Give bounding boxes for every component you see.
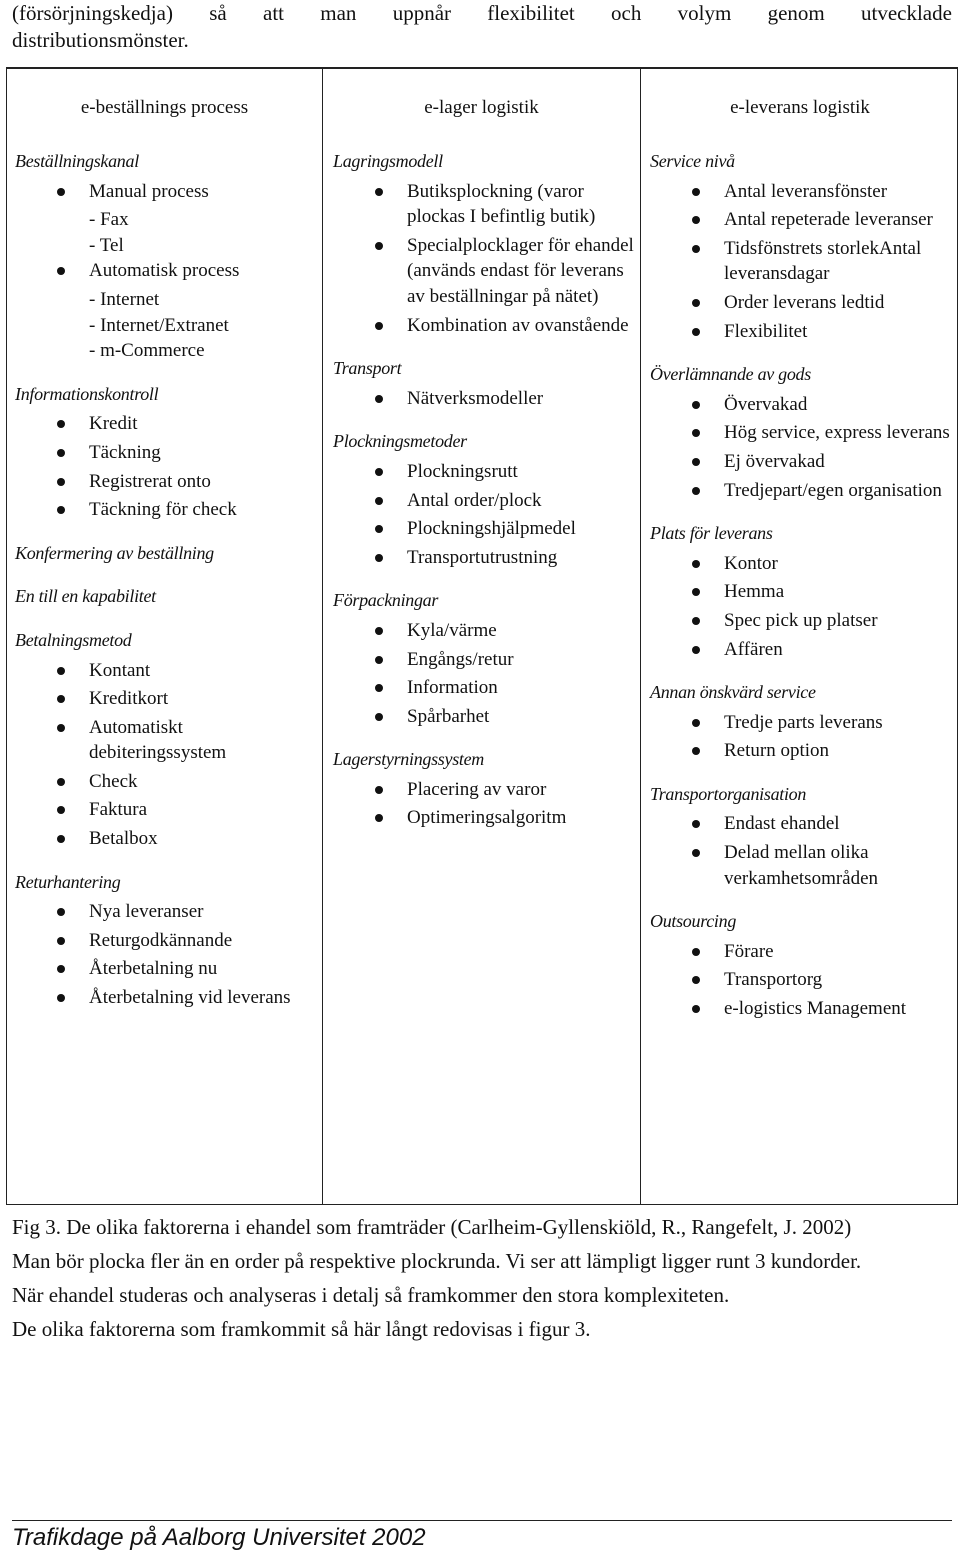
bullet-icon xyxy=(375,188,383,196)
column-body xyxy=(7,149,322,1014)
bullet-icon xyxy=(692,299,700,307)
list-item xyxy=(333,618,640,644)
bullet-icon xyxy=(692,747,700,755)
list-item-text: Automatiskt debiteringssystem xyxy=(89,716,227,764)
list-item-text: Kontant xyxy=(89,659,151,681)
list-subitem xyxy=(15,287,322,313)
bullet-icon xyxy=(692,216,700,224)
bullet-icon xyxy=(57,778,65,786)
bullet-icon xyxy=(692,328,700,336)
list-item-text: Delad mellan olika verkamhetsområden xyxy=(724,842,879,889)
column-body xyxy=(641,149,959,1025)
list-item-text: Optimeringsalgoritm xyxy=(407,807,567,829)
factor-list xyxy=(15,179,322,364)
list-item xyxy=(650,179,959,205)
list-item xyxy=(333,516,640,542)
list-item xyxy=(15,440,322,466)
bullet-icon xyxy=(375,242,383,250)
section-title: Beställningskanal xyxy=(15,151,139,171)
bullet-icon xyxy=(375,468,383,476)
list-item-text: Nätverksmodeller xyxy=(407,387,544,409)
list-subitem xyxy=(15,207,322,233)
list-item xyxy=(333,545,640,571)
list-item xyxy=(650,392,959,418)
list-item-text: Tredjepart/egen organisation xyxy=(724,479,942,501)
factor-list xyxy=(333,386,640,412)
section-title: Lagerstyrningssystem xyxy=(333,749,484,770)
bullet-icon xyxy=(57,449,65,457)
list-item-text: - Internet/Extranet xyxy=(89,314,229,336)
list-subitem xyxy=(15,313,322,339)
list-item-text: Antal repeterade leveranser xyxy=(724,209,933,231)
list-item xyxy=(650,811,959,837)
list-item-text: Specialplocklager för ehandel (används endast för leverans av beställningar på nätet) xyxy=(407,234,634,307)
list-item-text: e-logistics Management xyxy=(724,998,907,1020)
list-item-text: Täckning xyxy=(89,441,161,463)
section-title: Konfermering av beställning xyxy=(15,542,214,563)
bullet-icon xyxy=(57,994,65,1002)
bullet-icon xyxy=(692,976,700,984)
column-title: e-leverans logistik xyxy=(730,97,870,118)
bullet-icon xyxy=(375,322,383,330)
list-item xyxy=(650,710,959,736)
list-item-text: Check xyxy=(89,770,138,792)
bullet-icon xyxy=(57,695,65,703)
list-item xyxy=(650,996,959,1022)
section-title: Transport xyxy=(333,358,402,379)
section-title: Transportorganisation xyxy=(650,783,807,804)
column-e-bestallning xyxy=(7,69,323,1204)
factor-list xyxy=(333,618,640,729)
caption-block xyxy=(12,1210,952,1346)
list-item-text: Kredit xyxy=(89,413,138,435)
bullet-icon xyxy=(692,188,700,196)
section-title: Returhantering xyxy=(15,871,121,892)
list-item xyxy=(333,233,640,310)
bullet-icon xyxy=(692,617,700,625)
list-item xyxy=(15,899,322,925)
list-item-text: Placering av varor xyxy=(407,778,547,800)
column-e-leverans xyxy=(641,69,959,1204)
bullet-icon xyxy=(375,497,383,505)
list-item-text: Plockningshjälpmedel xyxy=(407,518,576,540)
list-item xyxy=(15,469,322,495)
figure-caption: Fig 3. De olika faktorerna i ehandel som framträder (Carlheim-Gyllenskiöld, R., Rangefelt, J. 2002) xyxy=(12,1215,852,1239)
list-item xyxy=(333,179,640,230)
section-title: Plats för leverans xyxy=(650,523,773,544)
body-paragraph: De olika faktorerna som framkommit så här långt redovisas i figur 3. xyxy=(12,1317,591,1341)
bullet-icon xyxy=(692,560,700,568)
factor-list xyxy=(333,777,640,831)
list-item xyxy=(333,675,640,701)
list-item-text: Information xyxy=(407,677,498,699)
bullet-icon xyxy=(57,506,65,514)
list-item-text: Manual process xyxy=(89,180,209,202)
list-item xyxy=(15,956,322,982)
list-item-text: Spårbarhet xyxy=(407,705,490,727)
list-item-text: Endast ehandel xyxy=(724,813,840,835)
list-item-text: Kontor xyxy=(724,552,778,574)
intro-word: uppnår xyxy=(392,1,452,25)
section-title: Informationskontroll xyxy=(15,383,159,404)
bullet-icon xyxy=(692,1005,700,1013)
section-title: En till en kapabilitet xyxy=(15,586,156,607)
section-title: Plockningsmetoder xyxy=(333,431,467,452)
list-item-text: Tidsfönstrets storlekAntal leveransdagar xyxy=(724,237,922,285)
list-item-text: Hög service, express leverans xyxy=(724,422,950,444)
list-item-text: - Tel xyxy=(89,234,124,256)
list-item xyxy=(650,967,959,993)
body-paragraph: När ehandel studeras och analyseras i detalj så framkommer den stora komplexiteten. xyxy=(12,1283,730,1307)
list-item xyxy=(650,637,959,663)
bullet-icon xyxy=(692,245,700,253)
list-item-text: Återbetalning nu xyxy=(89,958,218,980)
page-footer: Trafikdage på Aalborg Universitet 2002 xyxy=(12,1524,426,1551)
bullet-icon xyxy=(375,525,383,533)
list-item-text: Butiksplockning (varor plockas I befintlig butik) xyxy=(407,180,596,228)
list-item-text: Ej övervakad xyxy=(724,450,825,472)
list-item-text: Hemma xyxy=(724,581,785,603)
list-item xyxy=(650,207,959,233)
intro-word: att xyxy=(263,1,284,25)
list-item xyxy=(650,236,959,287)
list-item xyxy=(15,686,322,712)
list-subitem xyxy=(15,338,322,364)
bullet-icon xyxy=(57,478,65,486)
list-subitem xyxy=(15,233,322,259)
intro-paragraph xyxy=(12,0,952,54)
factor-list xyxy=(650,710,959,764)
intro-word: utvecklade xyxy=(860,1,952,25)
list-item-text: Order leverans ledtid xyxy=(724,291,885,313)
list-item-text: Övervakad xyxy=(724,393,808,415)
factor-list xyxy=(15,411,322,522)
list-item xyxy=(650,319,959,345)
list-item-text: Antal leveransfönster xyxy=(724,180,888,202)
bullet-icon xyxy=(375,395,383,403)
factor-list xyxy=(650,939,959,1022)
bullet-icon xyxy=(57,420,65,428)
bullet-icon xyxy=(692,719,700,727)
list-item-text: Faktura xyxy=(89,799,148,821)
list-item xyxy=(650,551,959,577)
intro-word: så xyxy=(209,1,227,25)
bullet-icon xyxy=(57,835,65,843)
bullet-icon xyxy=(692,487,700,495)
list-item xyxy=(650,579,959,605)
list-item-text: Plockningsrutt xyxy=(407,460,518,482)
list-item xyxy=(333,313,640,339)
bullet-icon xyxy=(57,937,65,945)
list-item-text: Transportorg xyxy=(724,969,823,991)
list-item xyxy=(650,449,959,475)
list-item xyxy=(333,647,640,673)
list-item-text: Förare xyxy=(724,940,774,962)
list-item xyxy=(15,826,322,852)
bullet-icon xyxy=(57,724,65,732)
list-item-text: Transportutrustning xyxy=(407,546,558,568)
list-item-text: - Internet xyxy=(89,288,160,310)
list-item xyxy=(333,805,640,831)
list-item-text: Återbetalning vid leverans xyxy=(89,987,291,1009)
bullet-icon xyxy=(692,588,700,596)
list-item xyxy=(650,738,959,764)
list-item-text: Flexibilitet xyxy=(724,320,808,342)
intro-word: (försörjningskedja) xyxy=(12,1,173,25)
factor-list xyxy=(333,459,640,570)
list-item-text: Kreditkort xyxy=(89,688,169,710)
list-item-text: Kyla/värme xyxy=(407,619,497,641)
list-item-text: - m-Commerce xyxy=(89,340,205,362)
list-item xyxy=(333,704,640,730)
list-item xyxy=(15,769,322,795)
list-item-text: Spec pick up platser xyxy=(724,609,878,631)
list-item xyxy=(15,658,322,684)
list-item xyxy=(333,459,640,485)
intro-word: volym xyxy=(677,1,732,25)
intro-word: flexibilitet xyxy=(487,1,575,25)
list-item xyxy=(650,608,959,634)
intro-word: och xyxy=(611,1,642,25)
list-item-text: Kombination av ovanstående xyxy=(407,314,629,336)
list-item xyxy=(15,497,322,523)
intro-line-1 xyxy=(12,0,952,27)
bullet-icon xyxy=(375,554,383,562)
list-item xyxy=(15,179,322,205)
bullet-icon xyxy=(57,667,65,675)
bullet-icon xyxy=(57,267,65,275)
bullet-icon xyxy=(375,684,383,692)
list-item-text: Nya leveranser xyxy=(89,901,204,923)
body-paragraph: Man bör plocka fler än en order på respektive plockrunda. Vi ser att lämpligt ligger runt 3 kundorder. xyxy=(12,1249,862,1273)
intro-word: genom xyxy=(767,1,825,25)
list-item-text: Automatisk process xyxy=(89,260,240,282)
list-item-text: Antal order/plock xyxy=(407,489,542,511)
intro-line-2: distributionsmönster. xyxy=(12,28,189,52)
list-item-text: Return option xyxy=(724,740,830,762)
list-item-text: - Fax xyxy=(89,209,129,231)
list-item xyxy=(15,928,322,954)
bullet-icon xyxy=(692,458,700,466)
section-title: Överlämnande av gods xyxy=(650,364,811,385)
factor-list xyxy=(650,179,959,345)
list-item xyxy=(15,985,322,1011)
factor-list xyxy=(15,899,322,1010)
column-e-lager xyxy=(323,69,641,1204)
factor-list xyxy=(15,658,322,852)
factor-list xyxy=(650,811,959,891)
column-title: e-lager logistik xyxy=(424,97,539,118)
section-title: Outsourcing xyxy=(650,911,737,932)
list-item xyxy=(15,411,322,437)
bullet-icon xyxy=(375,814,383,822)
intro-word: man xyxy=(320,1,357,25)
list-item xyxy=(15,715,322,766)
bullet-icon xyxy=(57,965,65,973)
list-item xyxy=(650,478,959,504)
bullet-icon xyxy=(375,627,383,635)
bullet-icon xyxy=(692,429,700,437)
list-item xyxy=(650,420,959,446)
list-item-text: Registrerat onto xyxy=(89,470,211,492)
list-item xyxy=(333,777,640,803)
footer-divider xyxy=(12,1520,952,1521)
list-item xyxy=(333,386,640,412)
factor-list xyxy=(650,392,959,503)
bullet-icon xyxy=(375,713,383,721)
bullet-icon xyxy=(375,656,383,664)
bullet-icon xyxy=(692,401,700,409)
list-item xyxy=(650,939,959,965)
bullet-icon xyxy=(692,849,700,857)
section-title: Service nivå xyxy=(650,151,735,171)
column-body xyxy=(323,149,640,834)
section-title: Annan önskvärd service xyxy=(650,682,816,703)
list-item xyxy=(650,840,959,891)
bullet-icon xyxy=(692,646,700,654)
bullet-icon xyxy=(692,820,700,828)
figure-table xyxy=(6,67,958,1205)
bullet-icon xyxy=(57,908,65,916)
list-item-text: Engångs/retur xyxy=(407,648,514,670)
list-item-text: Täckning för check xyxy=(89,499,237,521)
list-item-text: Returgodkännande xyxy=(89,929,233,951)
list-item-text: Affären xyxy=(724,638,783,660)
bullet-icon xyxy=(57,188,65,196)
list-item xyxy=(650,290,959,316)
list-item-text: Betalbox xyxy=(89,828,158,850)
list-item-text: Tredje parts leverans xyxy=(724,711,883,733)
list-item xyxy=(15,258,322,284)
list-item xyxy=(15,797,322,823)
column-title: e-beställnings process xyxy=(80,97,249,118)
section-title: Förpackningar xyxy=(333,590,439,611)
factor-list xyxy=(650,551,959,662)
section-title: Betalningsmetod xyxy=(15,629,132,650)
factor-list xyxy=(333,179,640,339)
section-title: Lagringsmodell xyxy=(333,151,443,171)
bullet-icon xyxy=(57,806,65,814)
bullet-icon xyxy=(692,948,700,956)
list-item xyxy=(333,488,640,514)
bullet-icon xyxy=(375,786,383,794)
